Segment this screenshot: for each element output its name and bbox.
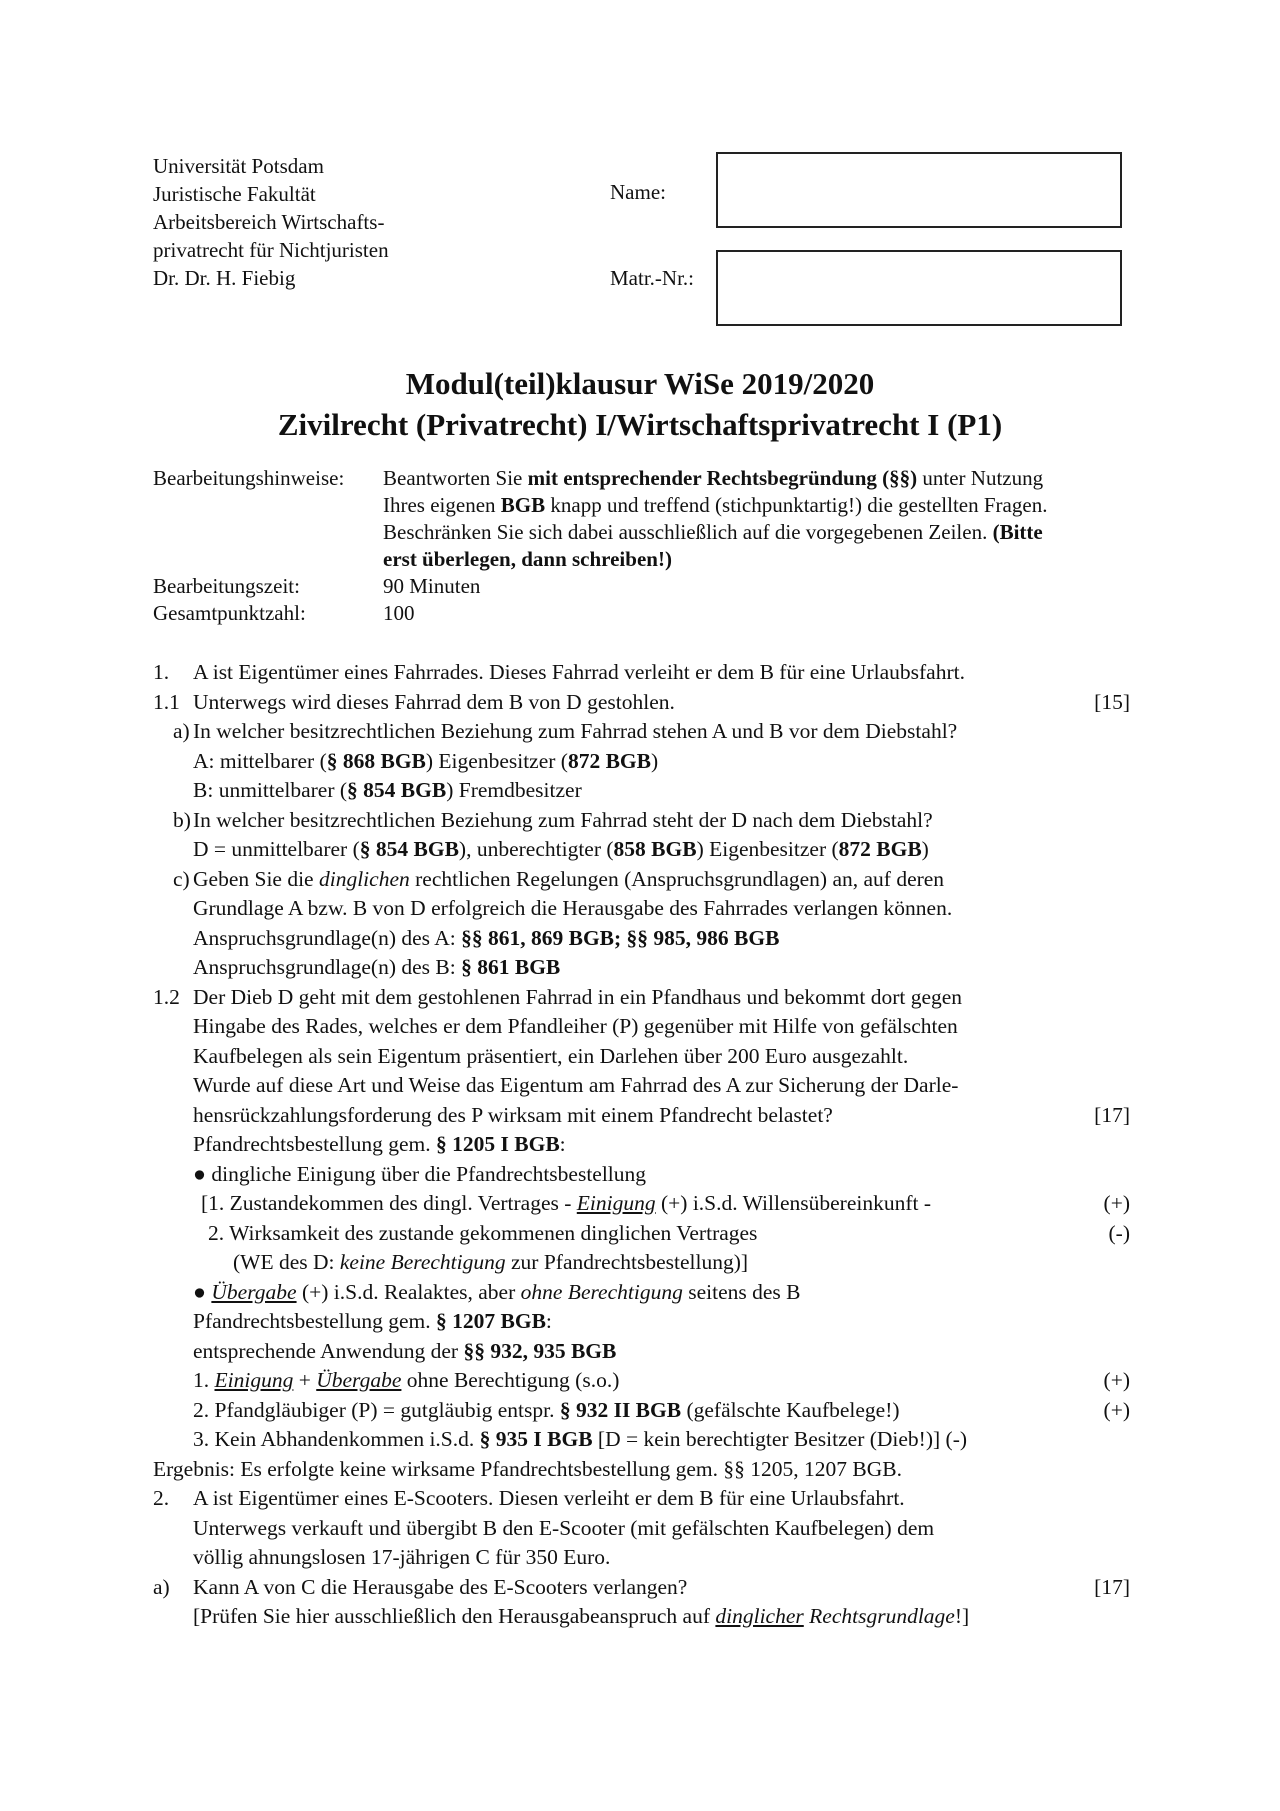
zeit-label: Bearbeitungszeit: xyxy=(153,574,300,598)
answer-line: [1. Zustandekommen des dingl. Vertrages - Einigung (+) i.S.d. Willensübereinkunft - (+) xyxy=(201,1191,1130,1215)
answer-line: B: unmittelbarer (§ 854 BGB) Fremdbesitzer xyxy=(193,778,582,802)
name-field[interactable] xyxy=(716,152,1122,228)
question-line: hensrückzahlungsforderung des P wirksam mit einem Pfandrecht belastet? [17] xyxy=(153,1101,1130,1131)
points: [17] xyxy=(1094,1574,1130,1599)
exam-title: Modul(teil)klausur WiSe 2019/2020 xyxy=(405,366,875,401)
name-label: Name: xyxy=(610,180,666,204)
answer-line: D = unmittelbarer (§ 854 BGB), unberechtigter (858 BGB) Eigenbesitzer (872 BGB) xyxy=(193,837,929,861)
question-1-1: 1.1 Unterwegs wird dieses Fahrrad dem B von D gestohlen. [15] xyxy=(153,688,1130,718)
exam-body xyxy=(153,658,1130,1632)
punkte-value: 100 xyxy=(383,601,415,625)
question-1: 1. A ist Eigentümer eines Fahrrades. Dieses Fahrrad verleiht er dem B für eine Urlaubsfahrt. xyxy=(153,660,965,684)
answer-line: ● Übergabe (+) i.S.d. Realaktes, aber ohne Berechtigung seitens des B xyxy=(193,1279,801,1304)
question-line: Hingabe des Rades, welches er dem Pfandleiher (P) gegenüber mit Hilfe von gefälschten xyxy=(193,1014,958,1038)
institution-block xyxy=(153,152,389,292)
question-1-2: 1.2 Der Dieb D geht mit dem gestohlenen Fahrrad in ein Pfandhaus und bekommt dort gegen xyxy=(153,984,963,1009)
points: [15] xyxy=(1094,689,1130,714)
question-2a: a) Kann A von C die Herausgabe des E-Scooters verlangen? [17] xyxy=(153,1573,1130,1603)
institution-line: Universität Potsdam xyxy=(153,154,324,178)
answer-line: Anspruchsgrundlage(n) des B: § 861 BGB xyxy=(193,955,561,979)
institution-line: Juristische Fakultät xyxy=(153,182,316,206)
answer-line: Pfandrechtsbestellung gem. § 1205 I BGB: xyxy=(193,1132,566,1156)
question-a: a) In welcher besitzrechtlichen Beziehung zum Fahrrad stehen A und B vor dem Diebstahl? xyxy=(173,719,958,743)
answer-line: Anspruchsgrundlage(n) des A: §§ 861, 869 BGB; §§ 985, 986 BGB xyxy=(193,925,780,950)
punkte-label: Gesamtpunktzahl: xyxy=(153,601,306,625)
question-line: Unterwegs verkauft und übergibt B den E-Scooter (mit gefälschten Kaufbelegen) dem xyxy=(193,1515,935,1540)
institution-line: Arbeitsbereich Wirtschafts- xyxy=(153,210,385,234)
answer-line: 2. Pfandgläubiger (P) = gutgläubig entspr. § 932 II BGB (gefälschte Kaufbelege!) (+) xyxy=(193,1397,1130,1422)
hinweise-label: Bearbeitungshinweise: xyxy=(153,466,345,490)
result-line: Ergebnis: Es erfolgte keine wirksame Pfandrechtsbestellung gem. §§ 1205, 1207 BGB. xyxy=(153,1456,902,1481)
question-line: Kaufbelegen als sein Eigentum präsentiert, ein Darlehen über 200 Euro ausgezahlt. xyxy=(193,1043,909,1068)
answer-line: 3. Kein Abhandenkommen i.S.d. § 935 I BGB [D = kein berechtigter Besitzer (Dieb!)] (-) xyxy=(193,1427,968,1451)
question-2: 2. A ist Eigentümer eines E-Scooters. Diesen verleiht er dem B für eine Urlaubsfahrt. xyxy=(153,1486,905,1510)
question-b: b) In welcher besitzrechtlichen Beziehung zum Fahrrad steht der D nach dem Diebstahl? xyxy=(173,807,933,832)
answer-line: (WE des D: keine Berechtigung zur Pfandrechtsbestellung)] xyxy=(233,1250,749,1274)
question-line: Grundlage A bzw. B von D erfolgreich die Herausgabe des Fahrrades verlangen können. xyxy=(193,896,953,920)
answer-line: Pfandrechtsbestellung gem. § 1207 BGB: xyxy=(193,1309,552,1333)
question-line: Wurde auf diese Art und Weise das Eigentum am Fahrrad des A zur Sicherung der Darle- xyxy=(193,1073,959,1097)
institution-line: Dr. Dr. H. Fiebig xyxy=(153,266,296,290)
question-c: c) Geben Sie die dinglichen rechtlichen Regelungen (Anspruchsgrundlagen) an, auf deren xyxy=(173,866,945,891)
matr-field[interactable] xyxy=(716,250,1122,326)
answer-line: 1. Einigung + Übergabe ohne Berechtigung (s.o.) (+) xyxy=(193,1368,1130,1392)
hinweise-text: Beantworten Sie mit entsprechender Rechtsbegründung (§§) unter Nutzung Ihres eigenen BGB knapp und treffend (stichpunktartig!) die gestellten Fragen. Beschränken Sie sich dabei ausschließlich auf die vorgegebenen Zeilen. (Bitte erst überlegen, dann schreiben!) xyxy=(383,466,1048,571)
answer-line: ● dingliche Einigung über die Pfandrechtsbestellung xyxy=(193,1161,647,1186)
question-line: völlig ahnungslosen 17-jährigen C für 350 Euro. xyxy=(193,1545,611,1569)
institution-line: privatrecht für Nichtjuristen xyxy=(153,238,389,262)
zeit-value: 90 Minuten xyxy=(383,574,481,598)
question-line: [Prüfen Sie hier ausschließlich den Herausgabeanspruch auf dinglicher Rechtsgrundlage!] xyxy=(193,1604,970,1628)
answer-line: entsprechende Anwendung der §§ 932, 935 BGB xyxy=(193,1338,617,1363)
points: [17] xyxy=(1094,1102,1130,1127)
matr-label: Matr.-Nr.: xyxy=(610,266,694,290)
info-block xyxy=(153,465,1193,627)
answer-line: A: mittelbarer (§ 868 BGB) Eigenbesitzer (872 BGB) xyxy=(193,748,659,773)
answer-line: 2. Wirksamkeit des zustande gekommenen dinglichen Vertrages (-) xyxy=(208,1220,1130,1245)
exam-subtitle: Zivilrecht (Privatrecht) I/Wirtschaftsprivatrecht I (P1) xyxy=(277,407,1003,442)
